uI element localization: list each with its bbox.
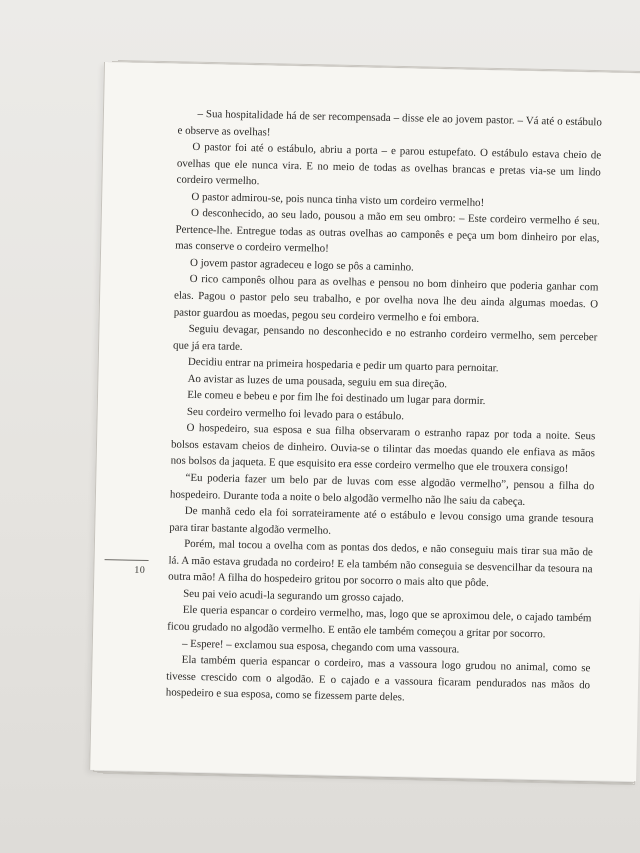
- paragraph: Ele comeu e bebeu e por fim lhe foi destinado um lugar para dormir.: [187, 389, 486, 408]
- paragraph: Seguiu devagar, pensando no desconhecido e no estranho cordeiro vermelho, sem perceber que já era tarde.: [172, 322, 598, 353]
- paragraph: O pastor admirou-se, pois nunca tinha visto um cordeiro vermelho!: [191, 190, 485, 209]
- paragraph: Ele queria espancar o cordeiro vermelho, mas, logo que se aproximou dele, o cajado também ficou grudado no algodão vermelho. E então ele também começou a gritar por socorro.: [167, 604, 592, 641]
- book-page: [89, 62, 640, 781]
- margin-rule: [105, 559, 149, 561]
- paragraph: O rico camponês olhou para as ovelhas e pensou no bom dinheiro que poderia ganhar com elas. Pagou o pastor pelo seu trabalho, e por ovelha nova lhe deu ainda algumas moedas. O pastor guardou as moedas, pegou seu cordeiro vermelho e foi embora.: [173, 273, 599, 325]
- paragraph: Ela também queria espancar o cordeiro, mas a vassoura logo grudou no animal, como se tivesse crescido com o algodão. E o cajado e a vassoura ficaram pendurados nas mãos do hospedeiro e sua esposa, como se fizessem parte deles.: [165, 653, 591, 704]
- paragraph: Decidiu entrar na primeira hospedaria e pedir um quarto para pernoitar.: [187, 356, 499, 375]
- story-text: [166, 106, 602, 710]
- paragraph: O desconhecido, ao seu lado, pousou a mão em seu ombro: – Este cordeiro vermelho é seu. Pertence-lhe. Entregue todas as outras ovelhas ao camponês e peça um bom dinheiro por elas, mas conserve o cordeiro vermelho!: [175, 207, 600, 256]
- paragraph: O hospedeiro, sua esposa e sua filha observaram o estranho rapaz por toda a noite. Seus bolsos estavam cheios de dinheiro. Ouvia-se o tilintar das moedas quando ele enfiava as mãos nos bolsos da jaqueta. E que esquisito era esse cordeiro vermelho que ele trouxera consigo!: [170, 422, 596, 476]
- page-number: 10: [134, 564, 146, 576]
- paragraph: – Espere! – exclamou sua esposa, chegando com uma vassoura.: [181, 637, 460, 656]
- paragraph: O pastor foi até o estábulo, abriu a porta – e parou estupefato. O estábulo estava cheio de ovelhas que ele nunca vira. E no meio de todas as ovelhas brancas e pretas via-se um lindo cordeiro vermelho.: [176, 140, 602, 188]
- paragraph: O jovem pastor agradeceu e logo se pôs a caminho.: [189, 256, 414, 274]
- paragraph: Seu cordeiro vermelho foi levado para o estábulo.: [186, 405, 405, 423]
- paragraph: Porém, mal tocou a ovelha com as pontas dos dedos, e não conseguiu mais tirar sua mão de lá. A mão estava grudada no cordeiro! E ela também não conseguia se desvencilhar da tesoura na outra mão! A filha do hospedeiro gritou por socorro o mais alto que pôde.: [168, 538, 593, 590]
- paragraph: Seu pai veio acudi-la segurando um grosso cajado.: [183, 587, 404, 605]
- paragraph: De manhã cedo ela foi sorrateiramente até o estábulo e levou consigo uma grande tesoura para tirar bastante algodão vermelho.: [169, 504, 594, 537]
- paragraph: Ao avistar as luzes de uma pousada, seguiu em sua direção.: [187, 372, 448, 391]
- paragraph: – Sua hospitalidade há de ser recompensada – disse ele ao jovem pastor. – Vá até o estábulo e observe as ovelhas!: [177, 107, 602, 139]
- paragraph: “Eu poderia fazer um belo par de luvas com esse algodão vermelho”, pensou a filha do hospedeiro. Durante toda a noite o belo algodão vermelho não lhe saiu da cabeça.: [169, 471, 595, 508]
